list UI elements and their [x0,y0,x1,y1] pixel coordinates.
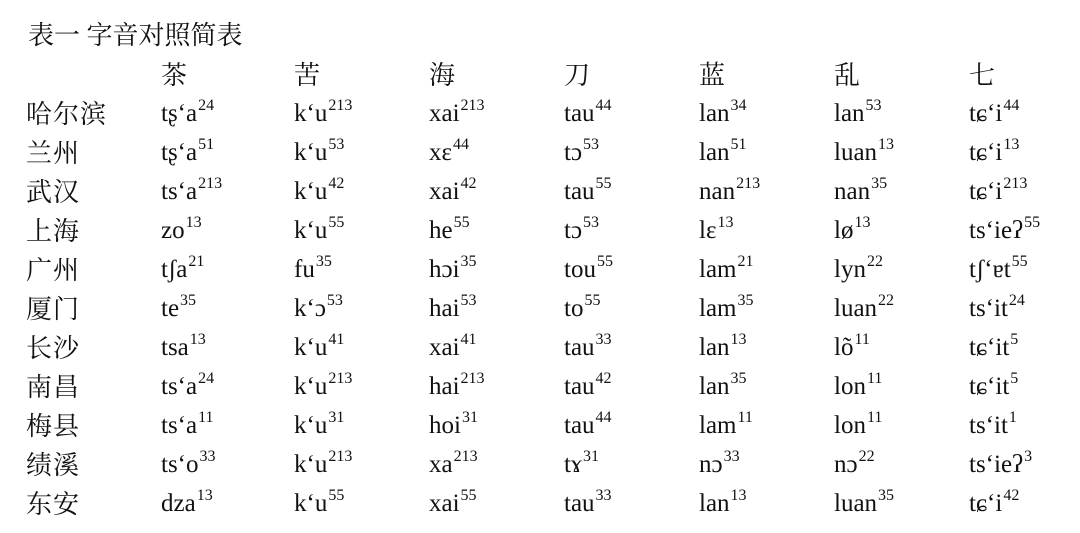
tone-number: 13 [1003,135,1020,153]
tone-number: 213 [328,96,353,114]
pronunciation-cell [294,132,429,171]
pronunciation-cell [699,171,834,210]
tone-number: 55 [328,486,345,504]
tone-number: 33 [199,447,216,465]
header-row [26,54,1069,93]
tone-number: 51 [198,135,215,153]
ipa-transcription: nɔ [834,450,858,478]
ipa-transcription: to [564,294,584,322]
pronunciation-cell [294,93,429,132]
pronunciation-cell [429,366,564,405]
pronunciation-cell [161,132,294,171]
dialect-name: 厦门 [26,295,81,324]
tone-number: 53 [865,96,882,114]
tone-number: 21 [737,252,754,270]
tone-number: 35 [180,291,197,309]
ipa-transcription: tɕʻit [969,333,1010,361]
pronunciation-cell [699,483,834,522]
tone-number: 1 [1008,408,1017,426]
pronunciation-cell [564,249,699,288]
ipa-transcription: luan [834,294,878,322]
pronunciation-cell [429,93,564,132]
ipa-transcription: tau [564,489,595,517]
header-corner [26,54,161,93]
pronunciation-cell [294,444,429,483]
tone-number: 213 [198,174,223,192]
tone-number: 11 [737,408,753,426]
tone-number: 5 [1010,369,1019,387]
pronunciation-cell [564,132,699,171]
ipa-transcription: lõ [834,333,854,361]
header-char: 海 [429,61,456,90]
ipa-transcription: kʻu [294,411,328,439]
tone-number: 34 [730,96,747,114]
pronunciation-cell [969,171,1069,210]
ipa-transcription: zo [161,216,185,244]
pronunciation-cell [161,249,294,288]
ipa-transcription: kʻu [294,99,328,127]
ipa-transcription: lø [834,216,854,244]
tone-number: 44 [595,408,612,426]
ipa-transcription: lam [699,411,737,439]
tone-number: 55 [460,486,477,504]
tone-number: 13 [189,330,206,348]
ipa-transcription: lɛ [699,216,717,244]
pronunciation-cell [564,93,699,132]
ipa-transcription: tsʻit [969,294,1008,322]
tone-number: 41 [460,330,477,348]
ipa-transcription: fu [294,255,315,283]
ipa-transcription: tau [564,177,595,205]
ipa-transcription: tɕʻit [969,372,1010,400]
tone-number: 213 [736,174,761,192]
dialect-name: 南昌 [26,373,81,402]
tone-number: 213 [460,96,485,114]
table-row [26,210,1069,249]
pronunciation-cell [429,249,564,288]
tone-number: 42 [328,174,345,192]
pronunciation-cell [161,288,294,327]
tone-number: 35 [730,369,747,387]
ipa-transcription: tsʻieʔ [969,450,1024,478]
tone-number: 213 [328,447,353,465]
pronunciation-cell [294,171,429,210]
ipa-transcription: hai [429,372,460,400]
ipa-transcription: lon [834,411,866,439]
pronunciation-cell [969,288,1069,327]
ipa-transcription: te [161,294,180,322]
tone-number: 13 [717,213,734,231]
tone-number: 55 [584,291,601,309]
pronunciation-cell [429,132,564,171]
table-row [26,171,1069,210]
tone-number: 53 [326,291,343,309]
ipa-transcription: tɤ [564,450,583,478]
pronunciation-cell [699,132,834,171]
ipa-transcription: xa [429,450,453,478]
ipa-transcription: tsʻa [161,411,198,439]
table-row [26,366,1069,405]
tone-number: 213 [328,369,353,387]
pronunciation-cell [564,366,699,405]
character-pronunciation-table [26,54,1069,522]
tone-number: 35 [460,252,477,270]
pronunciation-cell [564,405,699,444]
ipa-transcription: nɔ [699,450,723,478]
ipa-transcription: tsʻo [161,450,199,478]
tone-number: 44 [1003,96,1020,114]
header-char: 刀 [564,61,591,90]
pronunciation-cell [969,444,1069,483]
pronunciation-cell [294,210,429,249]
tone-number: 22 [878,291,895,309]
ipa-transcription: kʻu [294,177,328,205]
pronunciation-cell [834,444,969,483]
ipa-transcription: tsa [161,333,189,361]
pronunciation-cell [429,210,564,249]
tone-number: 24 [198,96,215,114]
pronunciation-cell [969,93,1069,132]
pronunciation-cell [834,249,969,288]
header-char: 七 [969,61,996,90]
tone-number: 42 [595,369,612,387]
pronunciation-cell [161,366,294,405]
dialect-name: 武汉 [26,178,81,207]
pronunciation-cell [969,249,1069,288]
pronunciation-cell [834,210,969,249]
pronunciation-cell [429,405,564,444]
tone-number: 11 [854,330,870,348]
ipa-transcription: tau [564,372,595,400]
tone-number: 33 [595,486,612,504]
tone-number: 44 [595,96,612,114]
pronunciation-cell [969,132,1069,171]
table-body [26,54,1069,522]
ipa-transcription: nan [699,177,736,205]
ipa-transcription: lam [699,255,737,283]
ipa-transcription: tɔ [564,216,583,244]
ipa-transcription: tɕʻi [969,489,1003,517]
ipa-transcription: kʻu [294,333,328,361]
tone-number: 33 [723,447,740,465]
pronunciation-cell [429,171,564,210]
tone-number: 24 [1008,291,1025,309]
pronunciation-cell [699,210,834,249]
ipa-transcription: tsʻa [161,177,198,205]
ipa-transcription: tau [564,99,595,127]
tone-number: 22 [858,447,875,465]
header-char: 乱 [834,61,861,90]
pronunciation-cell [834,93,969,132]
ipa-transcription: kʻu [294,216,328,244]
tone-number: 51 [730,135,747,153]
ipa-transcription: kʻu [294,489,328,517]
pronunciation-cell [564,444,699,483]
ipa-transcription: tsʻa [161,372,198,400]
ipa-transcription: xai [429,99,460,127]
header-char: 蓝 [699,61,726,90]
pronunciation-cell [564,483,699,522]
pronunciation-cell [564,210,699,249]
dialect-name: 长沙 [26,334,81,363]
tone-number: 33 [595,330,612,348]
ipa-transcription: lyn [834,255,866,283]
pronunciation-cell [161,93,294,132]
ipa-transcription: lan [699,372,730,400]
pronunciation-cell [429,483,564,522]
header-char: 茶 [161,61,188,90]
tone-number: 213 [453,447,478,465]
ipa-transcription: tou [564,255,596,283]
ipa-transcription: tʂʻa [161,138,198,166]
ipa-transcription: luan [834,489,878,517]
ipa-transcription: tʂʻa [161,99,198,127]
tone-number: 31 [328,408,345,426]
ipa-transcription: dza [161,489,196,517]
ipa-transcription: kʻu [294,450,328,478]
dialect-name: 绩溪 [26,451,81,480]
pronunciation-cell [969,366,1069,405]
pronunciation-cell [294,405,429,444]
tone-number: 55 [595,174,612,192]
tone-number: 35 [871,174,888,192]
tone-number: 35 [737,291,754,309]
pronunciation-cell [834,327,969,366]
ipa-transcription: xai [429,333,460,361]
pronunciation-cell [699,405,834,444]
dialect-name: 广州 [26,256,81,285]
ipa-transcription: kʻu [294,138,328,166]
pronunciation-cell [834,483,969,522]
ipa-transcription: tsʻit [969,411,1008,439]
tone-number: 55 [453,213,470,231]
tone-number: 53 [583,135,600,153]
ipa-transcription: nan [834,177,871,205]
ipa-transcription: lan [834,99,865,127]
pronunciation-cell [161,483,294,522]
ipa-transcription: tʃʻɐt [969,255,1011,283]
table-row [26,288,1069,327]
ipa-transcription: tsʻieʔ [969,216,1024,244]
tone-number: 5 [1010,330,1019,348]
tone-number: 13 [854,213,871,231]
dialect-name: 兰州 [26,139,81,168]
ipa-transcription: kʻɔ [294,294,326,322]
pronunciation-cell [969,327,1069,366]
pronunciation-cell [294,483,429,522]
pronunciation-cell [699,249,834,288]
tone-number: 55 [328,213,345,231]
tone-number: 53 [328,135,345,153]
pronunciation-cell [429,327,564,366]
ipa-transcription: tɕʻi [969,138,1003,166]
ipa-transcription: tʃa [161,255,188,283]
tone-number: 55 [596,252,613,270]
dialect-name: 东安 [26,490,81,519]
tone-number: 24 [198,369,215,387]
tone-number: 13 [730,330,747,348]
header-char: 苦 [294,61,321,90]
pronunciation-cell [699,93,834,132]
pronunciation-cell [294,288,429,327]
pronunciation-cell [429,444,564,483]
ipa-transcription: lon [834,372,866,400]
pronunciation-cell [699,288,834,327]
ipa-transcription: lan [699,333,730,361]
ipa-transcription: xai [429,489,460,517]
ipa-transcription: he [429,216,453,244]
tone-number: 13 [878,135,895,153]
pronunciation-cell [429,288,564,327]
ipa-transcription: lan [699,99,730,127]
tone-number: 13 [730,486,747,504]
ipa-transcription: luan [834,138,878,166]
table-row [26,405,1069,444]
tone-number: 35 [315,252,332,270]
tone-number: 11 [866,369,883,387]
tone-number: 41 [328,330,345,348]
tone-number: 11 [198,408,214,426]
pronunciation-cell [294,249,429,288]
tone-number: 213 [460,369,485,387]
tone-number: 53 [460,291,477,309]
tone-number: 42 [460,174,477,192]
pronunciation-cell [834,405,969,444]
ipa-transcription: tau [564,411,595,439]
tone-number: 42 [1003,486,1020,504]
tone-number: 31 [583,447,600,465]
pronunciation-cell [161,405,294,444]
pronunciation-cell [564,288,699,327]
ipa-transcription: lam [699,294,737,322]
pronunciation-cell [564,171,699,210]
table-title: 表一 字音对照简表 [28,21,243,50]
ipa-transcription: kʻu [294,372,328,400]
pronunciation-cell [161,327,294,366]
table-row [26,132,1069,171]
tone-number: 13 [196,486,213,504]
tone-number: 31 [461,408,478,426]
pronunciation-cell [699,366,834,405]
tone-number: 21 [188,252,205,270]
ipa-transcription: hoi [429,411,461,439]
ipa-transcription: hɔi [429,255,460,283]
tone-number: 35 [878,486,895,504]
pronunciation-cell [294,327,429,366]
table-row [26,93,1069,132]
table-row [26,444,1069,483]
tone-number: 3 [1024,447,1033,465]
pronunciation-cell [969,405,1069,444]
ipa-transcription: tɕʻi [969,177,1003,205]
tone-number: 213 [1003,174,1028,192]
pronunciation-cell [699,444,834,483]
pronunciation-cell [834,132,969,171]
pronunciation-cell [834,171,969,210]
ipa-transcription: tɔ [564,138,583,166]
dialect-name: 哈尔滨 [26,100,108,129]
ipa-transcription: xɛ [429,138,452,166]
pronunciation-cell [294,366,429,405]
table-row [26,249,1069,288]
pronunciation-cell [834,366,969,405]
pronunciation-cell [969,483,1069,522]
tone-number: 53 [583,213,600,231]
ipa-transcription: tɕʻi [969,99,1003,127]
table-row [26,483,1069,522]
ipa-transcription: lan [699,138,730,166]
dialect-name: 梅县 [26,412,81,441]
tone-number: 13 [185,213,202,231]
tone-number: 55 [1024,213,1041,231]
tone-number: 22 [866,252,883,270]
table-row [26,327,1069,366]
ipa-transcription: xai [429,177,460,205]
pronunciation-cell [564,327,699,366]
pronunciation-cell [699,327,834,366]
pronunciation-cell [969,210,1069,249]
tone-number: 55 [1011,252,1028,270]
pronunciation-cell [834,288,969,327]
tone-number: 44 [453,135,469,153]
pronunciation-cell [161,171,294,210]
ipa-transcription: lan [699,489,730,517]
dialect-name: 上海 [26,217,81,246]
pronunciation-cell [161,210,294,249]
tone-number: 11 [866,408,883,426]
ipa-transcription: tau [564,333,595,361]
pronunciation-cell [161,444,294,483]
ipa-transcription: hai [429,294,460,322]
